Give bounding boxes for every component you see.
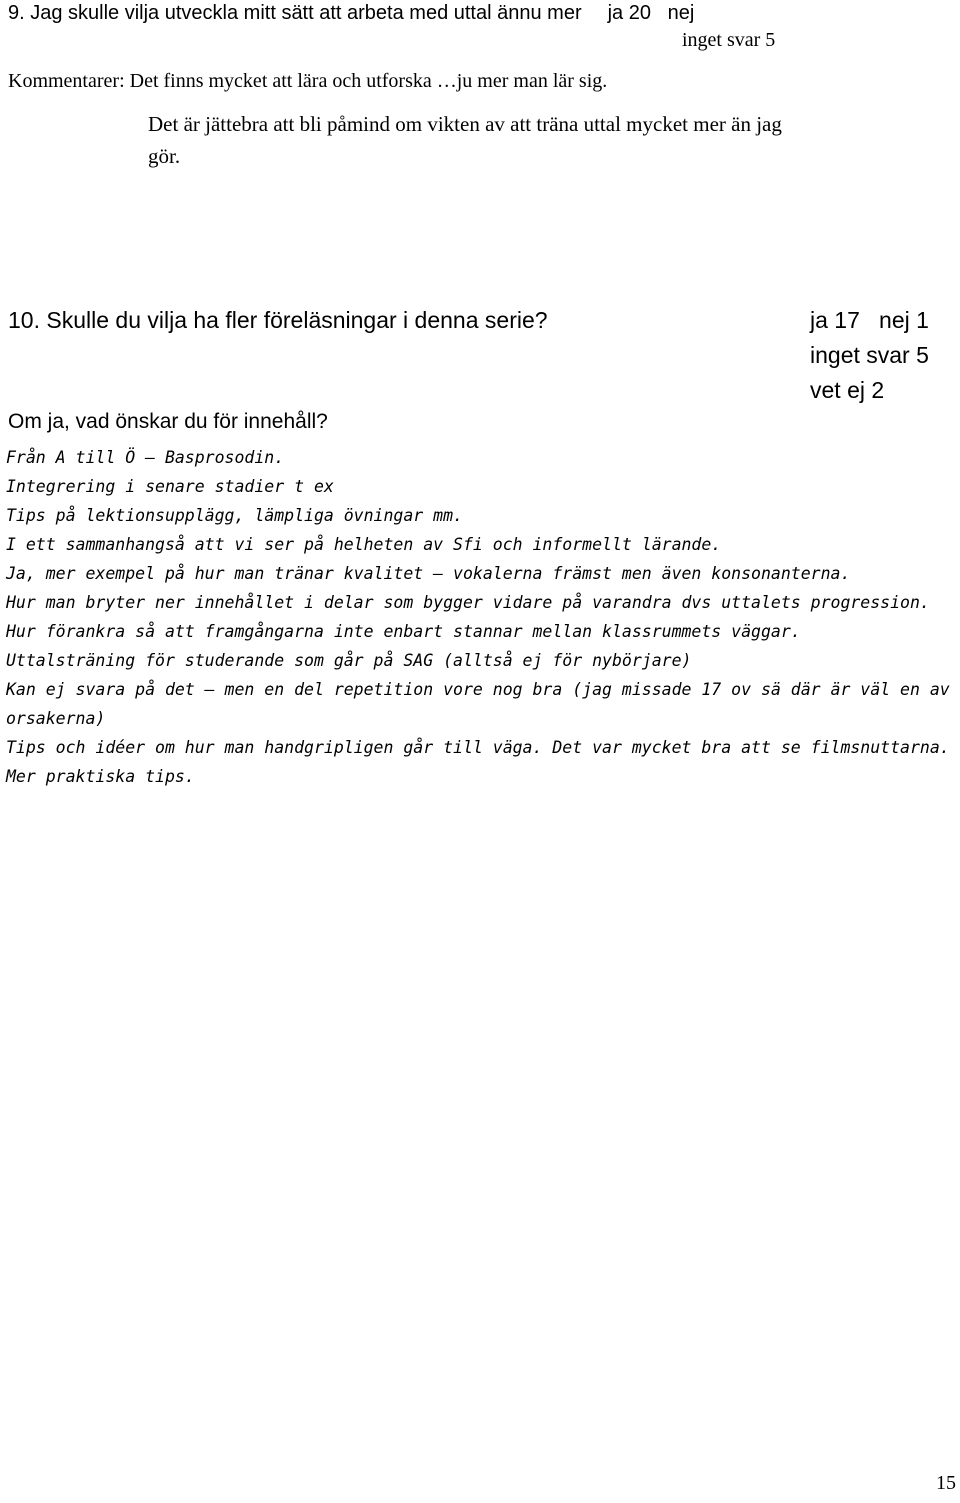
answer-item: Uttalsträning för studerande som går på SAG (alltså ej för nybörjare) — [6, 651, 692, 670]
q9-comment-2-line-2: gör. — [148, 144, 181, 168]
q9-comment-2-line-1: Det är jättebra att bli påmind om vikten av att träna uttal mycket mer än jag — [148, 112, 782, 136]
q9-question-line — [8, 2, 694, 25]
q9-comment-label: Kommentarer: — [8, 70, 125, 92]
q9-no-answer-count: inget svar 5 — [682, 29, 776, 51]
q10-dont-know-count: vet ej 2 — [810, 377, 885, 403]
answer-item: Från A till Ö – Basprosodin. — [6, 448, 285, 467]
q9-no-count: nej — [667, 2, 695, 24]
page-number: 15 — [936, 1472, 956, 1494]
answer-item: Tips och idéer om hur man handgripligen går till väga. Det var mycket bra att se filmsnuttarna. — [6, 738, 950, 757]
q10-question: 10. Skulle du vilja ha fler föreläsningar i denna serie? — [8, 307, 548, 333]
answer-item: Hur förankra så att framgångarna inte enbart stannar mellan klassrummets väggar. — [6, 622, 801, 641]
answer-item: I ett sammanhangså att vi ser på helheten av Sfi och informellt lärande. — [6, 535, 722, 554]
answer-item: Mer praktiska tips. — [6, 767, 195, 786]
q9-comment-1: Det finns mycket att lära och utforska …ju mer man lär sig. — [129, 70, 608, 92]
answer-item: Tips på lektionsupplägg, lämpliga övningar mm. — [6, 506, 463, 525]
answer-item: Integrering i senare stadier t ex — [6, 477, 334, 496]
q10-followup-question: Om ja, vad önskar du för innehåll? — [8, 410, 328, 433]
answer-item: Hur man bryter ner innehållet i delar som bygger vidare på varandra dvs uttalets progression. — [6, 593, 930, 612]
answer-item: Kan ej svara på det – men en del repetition vore nog bra (jag missade 17 ov sä där är väl en av orsakerna) — [6, 680, 950, 728]
q9-question: 9. Jag skulle vilja utveckla mitt sätt att arbeta med uttal ännu mer — [8, 2, 582, 24]
q10-yes-no-count: ja 17 nej 1 — [810, 307, 929, 333]
q10-no-answer-count: inget svar 5 — [810, 342, 929, 368]
q10-answer-list — [6, 443, 951, 791]
q9-yes-count: ja 20 — [607, 2, 651, 24]
answer-item: Ja, mer exempel på hur man tränar kvalitet – vokalerna främst men även konsonanterna. — [6, 564, 851, 583]
q9-comment-line — [8, 70, 607, 93]
